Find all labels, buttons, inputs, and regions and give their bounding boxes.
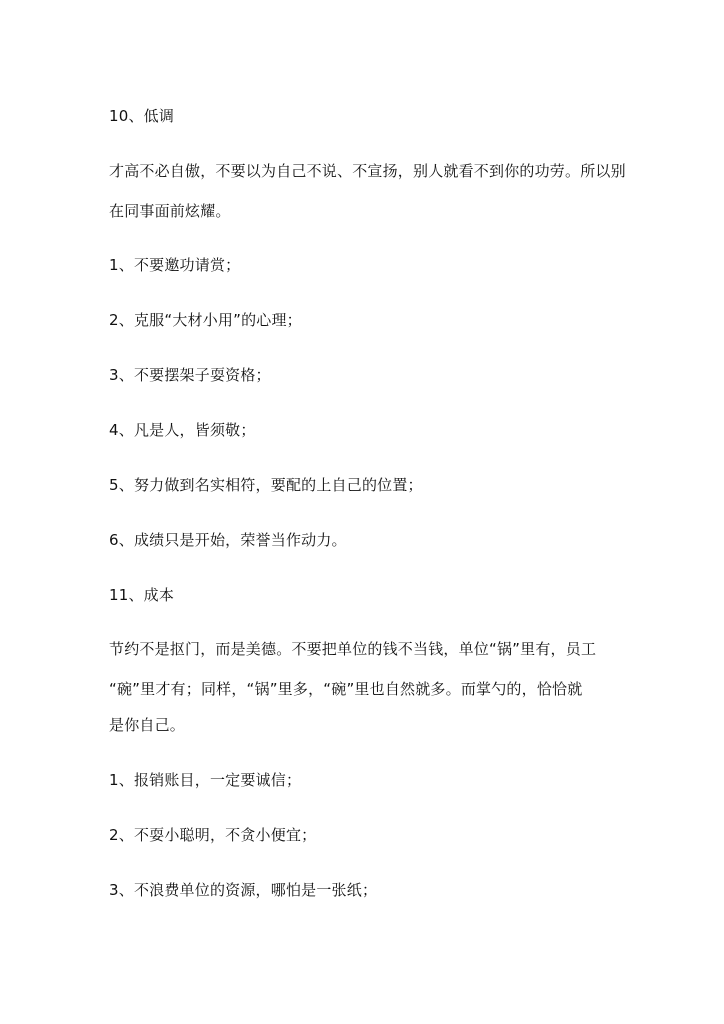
section-10-item: 4、凡是人，皆须敬； xyxy=(109,421,256,439)
section-11-paragraph-line: “碗”里才有；同样，“锅”里多，“碗”里也自然就多。而掌勺的，恰恰就 xyxy=(109,680,583,698)
section-10-item: 2、克服“大材小用”的心理； xyxy=(109,311,302,329)
section-11-heading: 11、成本 xyxy=(109,586,175,604)
section-10-paragraph-line: 在同事面前炫耀。 xyxy=(109,202,231,220)
section-10-item: 5、努力做到名实相符，要配的上自己的位置； xyxy=(109,476,423,494)
section-10-item: 6、成绩只是开始，荣誉当作动力。 xyxy=(109,531,347,549)
section-10-paragraph-line: 才高不必自傲，不要以为自己不说、不宣扬，别人就看不到你的功劳。所以别 xyxy=(109,162,626,180)
section-11-item: 3、不浪费单位的资源，哪怕是一张纸； xyxy=(109,881,378,899)
section-10-item: 3、不要摆架子耍资格； xyxy=(109,366,271,384)
section-11-paragraph-line: 是你自己。 xyxy=(109,716,186,734)
section-11-item: 2、不耍小聪明，不贪小便宜； xyxy=(109,826,317,844)
section-11-item: 1、报销账目，一定要诚信； xyxy=(109,771,302,789)
section-10-item: 1、不要邀功请赏； xyxy=(109,256,241,274)
section-11-paragraph-line: 节约不是抠门，而是美德。不要把单位的钱不当钱，单位“锅”里有，员工 xyxy=(109,640,597,658)
section-10-heading: 10、低调 xyxy=(109,107,175,125)
